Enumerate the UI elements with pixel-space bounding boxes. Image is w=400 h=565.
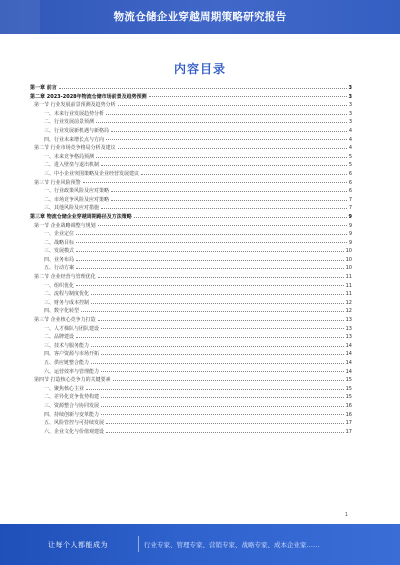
toc-leader-dots xyxy=(76,242,347,243)
toc-entry[interactable] xyxy=(30,179,352,188)
toc-entry-label: 第四节 打造核心竞争力的关键要素 xyxy=(34,377,111,384)
toc-entry[interactable] xyxy=(30,213,352,222)
toc-entry[interactable] xyxy=(30,144,352,153)
toc-entry-label: 二、进入壁垒与退出机制 xyxy=(44,162,100,169)
toc-leader-dots xyxy=(111,200,347,201)
page-number: 1 xyxy=(344,512,348,518)
toc-entry-page: 10 xyxy=(345,265,352,272)
toc-entry-page: 3 xyxy=(348,110,352,117)
toc-entry-page: 13 xyxy=(345,317,352,324)
toc-entry-label: 第三节 行业风险预警 xyxy=(34,179,81,186)
toc-entry-page: 14 xyxy=(345,368,352,375)
toc-heading: 内容目录 xyxy=(173,62,226,76)
toc-entry-label: 二、流程与制度优化 xyxy=(44,291,90,298)
toc-entry-page: 10 xyxy=(345,248,352,255)
toc-entry[interactable] xyxy=(30,342,352,351)
toc-entry-label: 三、财务与成本控制 xyxy=(44,299,90,306)
header-banner xyxy=(0,0,400,34)
toc-entry-page: 5 xyxy=(348,162,352,169)
toc-entry[interactable] xyxy=(30,204,352,213)
toc-leader-dots xyxy=(134,217,347,218)
toc-entry[interactable] xyxy=(30,428,352,437)
toc-entry-page: 12 xyxy=(345,299,352,306)
toc-entry-label: 六、企业文化与价值观建设 xyxy=(44,428,105,435)
footer-experts: 行业专家、管理专家、营销专家、战略专家、成本企业家…… xyxy=(144,541,320,549)
toc-entry-page: 9 xyxy=(348,239,352,246)
toc-entry[interactable] xyxy=(30,316,352,325)
toc-entry-page: 3 xyxy=(348,119,352,126)
toc-leader-dots xyxy=(59,88,347,89)
toc-entry-label: 第二节 企业经营与管理优化 xyxy=(34,274,96,281)
toc-entry[interactable] xyxy=(30,393,352,402)
toc-entry-page: 14 xyxy=(345,342,352,349)
toc-entry-label: 一、未来竞争格局预测 xyxy=(44,153,95,160)
toc-entry-page: 13 xyxy=(345,334,352,341)
toc-entry-page: 4 xyxy=(348,127,352,134)
toc-entry-page: 7 xyxy=(348,205,352,212)
toc-leader-dots xyxy=(96,122,347,123)
toc-leader-dots xyxy=(106,423,344,424)
toc-entry-label: 四、持续创新与变革能力 xyxy=(44,411,100,418)
toc-entry-page: 6 xyxy=(348,188,352,195)
toc-entry-page: 5 xyxy=(348,153,352,160)
toc-entry-label: 四、行业未来增长点与方向 xyxy=(44,136,105,143)
toc-entry-label: 第三节 企业核心竞争力打造 xyxy=(34,317,96,324)
toc-entry-label: 四、数字化转型 xyxy=(44,308,80,315)
toc-entry-page: 3 xyxy=(348,85,352,91)
toc-leader-dots xyxy=(118,105,347,106)
toc-entry-label: 一、未来行业发展趋势分析 xyxy=(44,110,105,117)
toc-entry-label: 三、其他风险及应对措施 xyxy=(44,205,100,212)
toc-entry-page: 15 xyxy=(345,377,352,384)
toc-leader-dots xyxy=(98,277,344,278)
toc-leader-dots xyxy=(83,182,347,183)
toc-entry-label: 二、行业发展前景预测 xyxy=(44,119,95,126)
toc-leader-dots xyxy=(149,96,347,97)
toc-entry-page: 9 xyxy=(348,231,352,238)
toc-entry-page: 3 xyxy=(348,93,352,100)
toc-entry[interactable] xyxy=(30,273,352,282)
toc-entry-page: 11 xyxy=(345,282,352,289)
toc-entry-label: 六、运营效率与管理能力 xyxy=(44,368,100,375)
toc-entry[interactable] xyxy=(30,101,352,110)
toc-entry-page: 15 xyxy=(345,385,352,392)
toc-entry[interactable] xyxy=(30,222,352,231)
toc-entry-label: 第一章 前言 xyxy=(30,85,57,91)
toc-entry[interactable] xyxy=(30,299,352,308)
toc-entry-label: 三、发展模式 xyxy=(44,248,75,255)
toc-entry-label: 一、行业政策风险及应对策略 xyxy=(44,188,110,195)
toc-entry[interactable] xyxy=(30,127,352,136)
toc-entry-page: 10 xyxy=(345,256,352,263)
toc-leader-dots xyxy=(106,114,347,115)
toc-leader-dots xyxy=(106,139,347,140)
toc-entry[interactable] xyxy=(30,110,352,119)
toc-entry[interactable] xyxy=(30,170,352,179)
toc-entry-page: 11 xyxy=(345,291,352,298)
toc-entry[interactable] xyxy=(30,264,352,273)
toc-entry-page: 16 xyxy=(345,411,352,418)
toc-entry-page: 14 xyxy=(345,360,352,366)
toc-entry-page: 9 xyxy=(348,222,352,229)
toc-entry[interactable] xyxy=(30,402,352,411)
toc-entry-label: 三、技术与服务能力 xyxy=(44,342,90,349)
toc-entry-label: 三、行业发展新机遇与新格局 xyxy=(44,127,110,134)
toc-entry-label: 二、战略目标 xyxy=(44,239,75,246)
toc-leader-dots xyxy=(91,363,344,364)
toc-entry[interactable] xyxy=(30,359,352,368)
toc-entry-page: 15 xyxy=(345,394,352,401)
toc-entry-page: 17 xyxy=(345,428,352,435)
toc-leader-dots xyxy=(101,397,344,398)
toc-leader-dots xyxy=(98,320,344,321)
toc-entry-page: 12 xyxy=(345,308,352,315)
toc-entry-label: 一、组织优化 xyxy=(44,282,75,289)
toc-leader-dots xyxy=(111,131,347,132)
toc-entry-page: 6 xyxy=(348,170,352,177)
toc-entry[interactable] xyxy=(30,368,352,377)
toc-entry-page: 4 xyxy=(348,145,352,152)
toc-entry-label: 五、行动方案 xyxy=(44,265,75,272)
toc-entry-page: 3 xyxy=(348,102,352,109)
toc-leader-dots xyxy=(101,371,344,372)
toc-entry-label: 第二节 行业市场竞争格局分析及建议 xyxy=(34,145,116,152)
toc-entry[interactable] xyxy=(30,161,352,170)
toc-entry-label: 二、品牌建设 xyxy=(44,334,75,341)
toc-entry[interactable] xyxy=(30,118,352,127)
toc-entry[interactable] xyxy=(30,282,352,291)
toc-entry[interactable] xyxy=(30,307,352,316)
toc-leader-dots xyxy=(86,389,344,390)
toc-leader-dots xyxy=(141,174,347,175)
toc-leader-dots xyxy=(91,346,344,347)
toc-leader-dots xyxy=(96,157,347,158)
toc-entry-label: 五、供应链整合能力 xyxy=(44,360,90,366)
toc-entry-page: 6 xyxy=(348,179,352,186)
toc-entry-label: 三、资源整合与协同发展 xyxy=(44,402,100,409)
toc-entry-label: 第二章 2023-2028年物流仓储市场前景及趋势预测 xyxy=(30,93,147,100)
toc-entry-label: 第一节 企业战略调整与规划 xyxy=(34,222,96,229)
toc-entry[interactable] xyxy=(30,333,352,342)
toc-entry-page: 13 xyxy=(345,325,352,332)
toc-leader-dots xyxy=(101,165,347,166)
toc-entry-label: 五、风险管控与可持续发展 xyxy=(44,420,105,427)
toc-entry[interactable] xyxy=(30,230,352,239)
toc-leader-dots xyxy=(81,311,344,312)
toc-entry[interactable] xyxy=(30,247,352,256)
toc-leader-dots xyxy=(91,303,344,304)
toc-leader-dots xyxy=(101,208,347,209)
toc-entry-label: 一、人才梯队与团队建设 xyxy=(44,325,100,332)
toc-entry[interactable] xyxy=(30,350,352,359)
toc-entry-page: 11 xyxy=(345,274,352,281)
toc-entry-page: 7 xyxy=(348,196,352,203)
toc-leader-dots xyxy=(101,414,344,415)
toc-entry-label: 二、差异化竞争优势构建 xyxy=(44,394,100,401)
toc-leader-dots xyxy=(76,337,344,338)
toc-entry-page: 4 xyxy=(348,136,352,143)
toc-entry[interactable] xyxy=(30,239,352,248)
toc-leader-dots xyxy=(98,225,347,226)
toc-entry[interactable] xyxy=(30,256,352,265)
toc-leader-dots xyxy=(113,380,344,381)
toc-entry[interactable] xyxy=(30,385,352,394)
table-of-contents xyxy=(30,84,352,436)
toc-leader-dots xyxy=(118,148,347,149)
toc-leader-dots xyxy=(76,285,344,286)
toc-leader-dots xyxy=(76,268,344,269)
toc-leader-dots xyxy=(101,406,344,407)
toc-leader-dots xyxy=(101,328,344,329)
toc-leader-dots xyxy=(76,260,344,261)
toc-entry[interactable] xyxy=(30,196,352,205)
toc-entry[interactable] xyxy=(30,93,352,102)
toc-entry-label: 二、市场竞争风险及应对策略 xyxy=(44,196,110,203)
toc-entry-page: 17 xyxy=(345,420,352,427)
toc-leader-dots xyxy=(76,251,344,252)
footer-divider xyxy=(138,536,139,552)
report-title: 物流仓储企业穿越周期策略研究报告 xyxy=(113,11,287,23)
toc-leader-dots xyxy=(76,234,347,235)
toc-entry-label: 三、中小企业突围策略及企业经营发展建议 xyxy=(44,170,140,177)
toc-entry[interactable] xyxy=(30,187,352,196)
toc-leader-dots xyxy=(91,294,344,295)
toc-entry[interactable] xyxy=(30,136,352,145)
toc-entry-page: 16 xyxy=(345,402,352,409)
toc-leader-dots xyxy=(101,354,344,355)
toc-entry[interactable] xyxy=(30,325,352,334)
toc-entry[interactable] xyxy=(30,419,352,428)
toc-entry-page: 14 xyxy=(345,351,352,358)
toc-entry-label: 第三章 物流仓储企业穿越周期路径及方法策略 xyxy=(30,213,132,220)
toc-entry-page: 9 xyxy=(348,213,352,220)
footer-slogan: 让每个人都能成为 xyxy=(48,541,108,549)
toc-entry[interactable] xyxy=(30,84,352,93)
toc-entry[interactable] xyxy=(30,376,352,385)
toc-leader-dots xyxy=(106,432,344,433)
toc-entry-label: 一、企业定位 xyxy=(44,231,75,238)
toc-entry-label: 一、聚焦核心主业 xyxy=(44,385,85,392)
toc-entry-label: 四、业务布局 xyxy=(44,256,75,263)
toc-entry-label: 第一节 行业发展前景预测及趋势分析 xyxy=(34,102,116,109)
toc-entry[interactable] xyxy=(30,411,352,420)
footer-banner xyxy=(0,524,400,565)
toc-leader-dots xyxy=(111,191,347,192)
toc-entry-label: 四、客户资源与市场开拓 xyxy=(44,351,100,358)
toc-entry[interactable] xyxy=(30,153,352,162)
toc-entry[interactable] xyxy=(30,290,352,299)
